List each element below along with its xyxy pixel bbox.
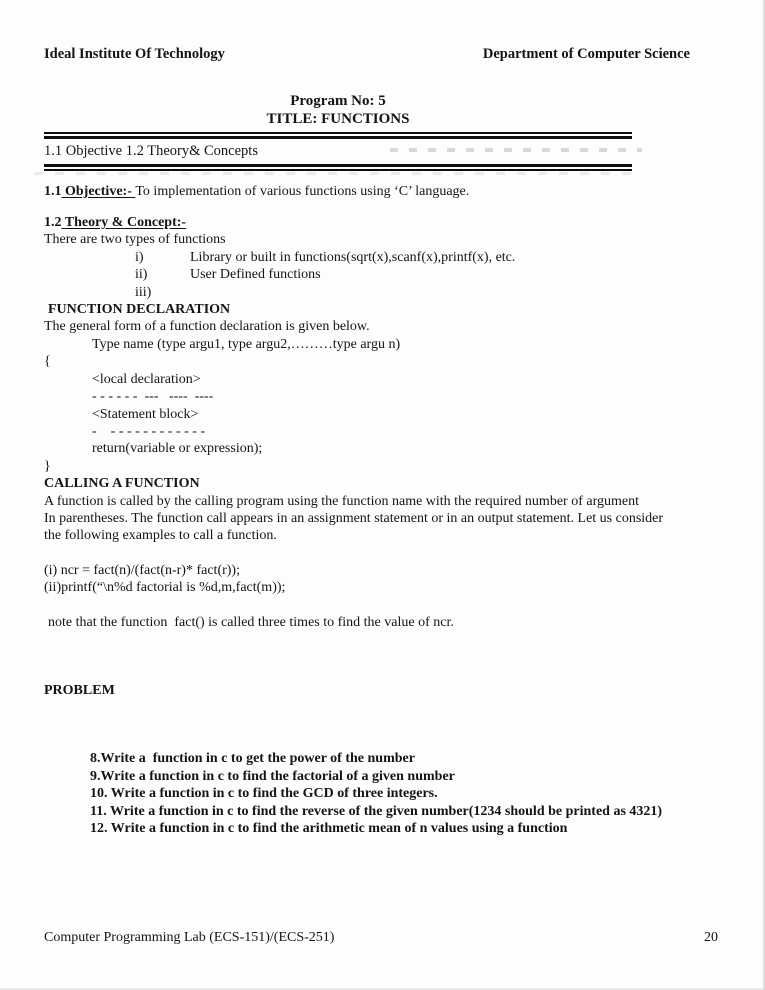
double-rule-bottom: [44, 164, 632, 171]
calling-function-heading: CALLING A FUNCTION: [44, 476, 200, 492]
list-marker: iii): [135, 284, 152, 300]
theory-label: Theory & Concept:-: [61, 215, 187, 231]
code-line-dashes: - - - - - - - - - - - - -: [92, 423, 206, 439]
section-index-bar: [44, 139, 632, 163]
page-header: [44, 46, 690, 63]
objective-line: [44, 183, 765, 200]
scan-artifact-dashes: [390, 148, 642, 152]
code-line-dashes: - - - - - - --- ---- ----: [92, 389, 214, 405]
problem-heading: PROBLEM: [44, 682, 115, 698]
example-line: (ii)printf(“\n%d factorial is %d,m,fact(m));: [44, 580, 286, 596]
objective-text: To implementation of various functions using ‘C’ language.: [135, 183, 470, 199]
list-item: [135, 249, 765, 266]
list-item: [135, 266, 765, 283]
list-item: [135, 284, 765, 301]
list-item-text: Library or built in functions(sqrt(x),scanf(x),printf(x), etc.: [190, 249, 516, 265]
function-declaration-heading: FUNCTION DECLARATION: [48, 302, 231, 318]
list-item-text: User Defined functions: [190, 267, 321, 283]
scan-artifact-dashes: [34, 172, 638, 175]
problem-item: 11. Write a function in c to find the reverse of the given number(1234 should be printed as 4321): [90, 803, 663, 819]
double-rule-top: [44, 132, 632, 139]
section-index-text: 1.1 Objective 1.2 Theory& Concepts: [44, 143, 258, 160]
code-line: Type name (type argu1, type argu2,………type argu n): [92, 336, 401, 352]
objective-label: Objective:-: [61, 183, 136, 199]
footer-course-label: Computer Programming Lab (ECS-151)/(ECS-251): [44, 930, 335, 945]
problem-item: 10. Write a function in c to find the GCD of three integers.: [90, 786, 438, 802]
example-line: (i) ncr = fact(n)/(fact(n-r)* fact(r));: [44, 562, 240, 578]
code-line: <local declaration>: [92, 371, 201, 387]
theory-number: 1.2: [44, 215, 62, 231]
department-name: Department of Computer Science: [482, 46, 690, 62]
program-number: Program No: 5: [290, 93, 386, 110]
note-line: note that the function fact() is called three times to find the value of ncr.: [48, 614, 454, 630]
calling-paragraph-line: the following examples to call a function.: [44, 528, 277, 544]
calling-paragraph-line: A function is called by the calling program using the function name with the required number of argument: [44, 493, 639, 509]
list-marker: i): [135, 249, 144, 265]
document-title: TITLE: FUNCTIONS: [266, 110, 410, 127]
objective-heading: [44, 184, 135, 199]
title-block: [44, 93, 632, 128]
problem-list: [90, 750, 765, 837]
problem-item: 8.Write a function in c to get the power of the number: [90, 751, 415, 767]
problem-item: 12. Write a function in c to find the arithmetic mean of n values using a function: [90, 821, 568, 836]
list-marker: ii): [135, 267, 148, 283]
code-line-close-brace: }: [44, 458, 51, 474]
page-footer: [44, 929, 718, 946]
objective-number: 1.1: [44, 183, 62, 199]
theory-intro: There are two types of functions: [44, 232, 226, 248]
calling-paragraph-line: In parentheses. The function call appears in an assignment statement or in an output statement. Let us consider: [44, 510, 664, 526]
code-line: <Statement block>: [92, 406, 199, 422]
problem-item: 9.Write a function in c to find the factorial of a given number: [90, 768, 455, 784]
page-number: 20: [704, 930, 718, 945]
institute-name: Ideal Institute Of Technology: [44, 46, 225, 62]
function-declaration-intro: The general form of a function declaration is given below.: [44, 319, 370, 335]
code-line: return(variable or expression);: [92, 441, 263, 457]
theory-heading: [44, 214, 765, 231]
code-line-open-brace: {: [44, 354, 51, 370]
